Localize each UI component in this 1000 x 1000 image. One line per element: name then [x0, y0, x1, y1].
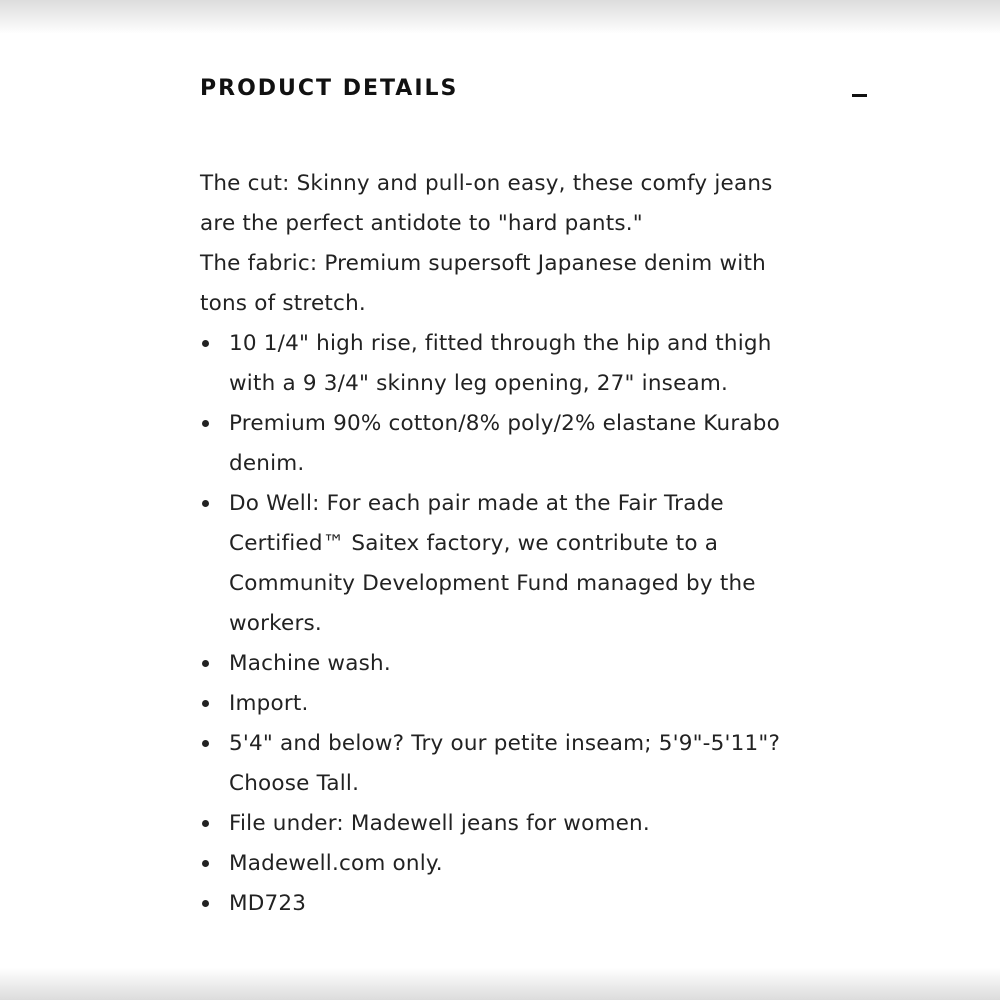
bullet-dot-icon — [202, 340, 209, 347]
list-item-text: 5'4" and below? Try our petite inseam; 5'9"-5'11"? Choose Tall. — [229, 731, 781, 796]
collapse-button[interactable] — [838, 74, 870, 106]
bullet-dot-icon — [202, 700, 209, 707]
product-details-header[interactable] — [200, 70, 870, 114]
product-details-content — [200, 164, 812, 924]
list-item — [200, 644, 812, 684]
bullet-dot-icon — [202, 420, 209, 427]
bullet-dot-icon — [202, 900, 209, 907]
list-item-text: 10 1/4" high rise, fitted through the hip and thigh with a 9 3/4" skinny leg opening, 27" inseam. — [229, 331, 772, 396]
bullet-dot-icon — [202, 820, 209, 827]
description-block — [200, 164, 812, 324]
section-title: PRODUCT DETAILS — [200, 76, 459, 101]
list-item — [200, 404, 812, 484]
list-item-text: File under: Madewell jeans for women. — [229, 811, 650, 836]
list-item — [200, 724, 812, 804]
bottom-edge-shadow — [0, 968, 1000, 1000]
bullet-dot-icon — [202, 500, 209, 507]
description-cut: The cut: Skinny and pull-on easy, these comfy jeans are the perfect antidote to "hard pants." — [200, 171, 773, 236]
bullet-dot-icon — [202, 860, 209, 867]
list-item — [200, 804, 812, 844]
product-details-panel — [200, 70, 870, 924]
list-item-text: Do Well: For each pair made at the Fair Trade Certified™ Saitex factory, we contribute to a Community Development Fund managed by the workers. — [229, 491, 756, 636]
list-item — [200, 684, 812, 724]
list-item-text: Import. — [229, 691, 309, 716]
description-fabric: The fabric: Premium supersoft Japanese denim with tons of stretch. — [200, 251, 766, 316]
bullet-dot-icon — [202, 740, 209, 747]
list-item — [200, 844, 812, 884]
details-list — [200, 324, 812, 924]
list-item-text: Premium 90% cotton/8% poly/2% elastane Kurabo denim. — [229, 411, 780, 476]
list-item — [200, 324, 812, 404]
list-item — [200, 484, 812, 644]
list-item-text: MD723 — [229, 891, 307, 916]
top-edge-shadow — [0, 0, 1000, 34]
minus-icon — [852, 94, 867, 97]
list-item-text: Machine wash. — [229, 651, 391, 676]
bullet-dot-icon — [202, 660, 209, 667]
list-item-text: Madewell.com only. — [229, 851, 443, 876]
list-item — [200, 884, 812, 924]
